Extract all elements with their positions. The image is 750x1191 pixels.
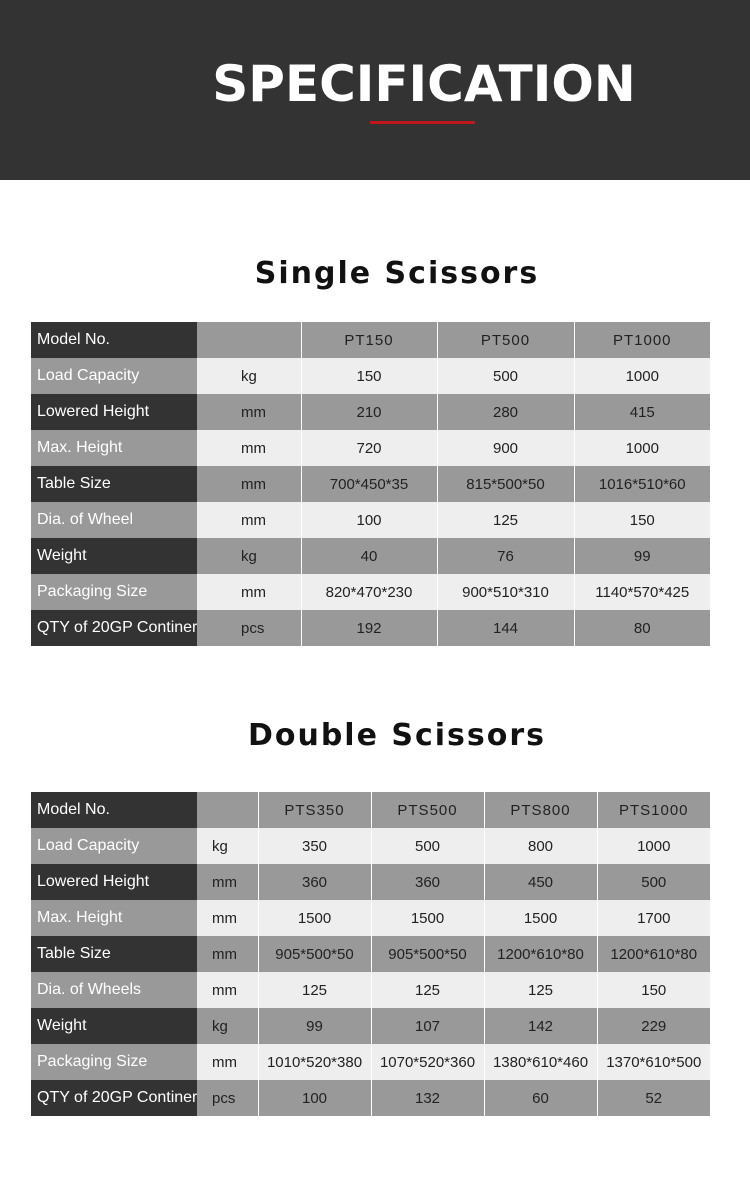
value-cell: 280	[437, 394, 574, 430]
unit-cell: kg	[197, 828, 258, 864]
row-label: Max. Height	[31, 430, 197, 466]
value-cell: 132	[371, 1080, 484, 1116]
table-row	[31, 610, 710, 646]
value-cell: 900	[437, 430, 574, 466]
value-cell: 40	[301, 538, 437, 574]
unit-cell: mm	[197, 864, 258, 900]
value-cell: 1500	[371, 900, 484, 936]
unit-cell: mm	[197, 972, 258, 1008]
value-cell: 1000	[574, 430, 710, 466]
table-row	[31, 1044, 710, 1080]
row-label: Max. Height	[31, 900, 197, 936]
single-scissors-spec-table	[31, 322, 710, 646]
table-row	[31, 972, 710, 1008]
value-cell: 192	[301, 610, 437, 646]
row-label: Packaging Size	[31, 574, 197, 610]
value-cell: 905*500*50	[371, 936, 484, 972]
row-label: Weight	[31, 1008, 197, 1044]
value-cell: 500	[597, 864, 710, 900]
value-cell: 820*470*230	[301, 574, 437, 610]
value-cell: 229	[597, 1008, 710, 1044]
value-cell: 99	[258, 1008, 371, 1044]
table-row	[31, 864, 710, 900]
table-row	[31, 936, 710, 972]
double-scissors-spec-table	[31, 792, 710, 1116]
table-row	[31, 828, 710, 864]
value-cell: PT1000	[574, 322, 710, 358]
row-label: QTY of 20GP Continer	[31, 610, 197, 646]
value-cell: 360	[258, 864, 371, 900]
unit-cell: kg	[197, 538, 301, 574]
value-cell: 210	[301, 394, 437, 430]
value-cell: 125	[437, 502, 574, 538]
value-cell: 905*500*50	[258, 936, 371, 972]
value-cell: 1070*520*360	[371, 1044, 484, 1080]
value-cell: 1000	[597, 828, 710, 864]
header-banner	[0, 0, 750, 180]
table-row	[31, 1008, 710, 1044]
row-label: Load Capacity	[31, 828, 197, 864]
value-cell: PT500	[437, 322, 574, 358]
unit-cell: mm	[197, 936, 258, 972]
table-header-row	[31, 322, 710, 358]
table-row	[31, 900, 710, 936]
value-cell: 125	[371, 972, 484, 1008]
value-cell: 1380*610*460	[484, 1044, 597, 1080]
row-label: Lowered Height	[31, 394, 197, 430]
unit-cell	[197, 792, 258, 828]
value-cell: 1500	[484, 900, 597, 936]
value-cell: 52	[597, 1080, 710, 1116]
value-cell: 415	[574, 394, 710, 430]
value-cell: 360	[371, 864, 484, 900]
value-cell: PTS500	[371, 792, 484, 828]
value-cell: PTS800	[484, 792, 597, 828]
value-cell: 815*500*50	[437, 466, 574, 502]
value-cell: 350	[258, 828, 371, 864]
value-cell: 800	[484, 828, 597, 864]
value-cell: 142	[484, 1008, 597, 1044]
table-row	[31, 574, 710, 610]
value-cell: 99	[574, 538, 710, 574]
row-label: Table Size	[31, 936, 197, 972]
value-cell: PTS1000	[597, 792, 710, 828]
value-cell: PT150	[301, 322, 437, 358]
table-row	[31, 502, 710, 538]
row-label: Table Size	[31, 466, 197, 502]
value-cell: 1016*510*60	[574, 466, 710, 502]
table-row	[31, 358, 710, 394]
value-cell: 500	[371, 828, 484, 864]
value-cell: 150	[574, 502, 710, 538]
unit-cell: mm	[197, 1044, 258, 1080]
unit-cell: mm	[197, 502, 301, 538]
unit-cell	[197, 322, 301, 358]
row-label: Model No.	[31, 792, 197, 828]
value-cell: 80	[574, 610, 710, 646]
table-header-row	[31, 792, 710, 828]
value-cell: 100	[258, 1080, 371, 1116]
value-cell: 60	[484, 1080, 597, 1116]
row-label: Dia. of Wheels	[31, 972, 197, 1008]
table-row	[31, 466, 710, 502]
row-label: QTY of 20GP Continer	[31, 1080, 197, 1116]
page-title: SPECIFICATION	[212, 55, 636, 113]
unit-cell: kg	[197, 1008, 258, 1044]
row-label: Load Capacity	[31, 358, 197, 394]
value-cell: 1200*610*80	[597, 936, 710, 972]
row-label: Model No.	[31, 322, 197, 358]
value-cell: 700*450*35	[301, 466, 437, 502]
table-row	[31, 1080, 710, 1116]
unit-cell: pcs	[197, 1080, 258, 1116]
value-cell: 144	[437, 610, 574, 646]
unit-cell: mm	[197, 574, 301, 610]
value-cell: 1500	[258, 900, 371, 936]
value-cell: 450	[484, 864, 597, 900]
value-cell: 1700	[597, 900, 710, 936]
unit-cell: pcs	[197, 610, 301, 646]
table-row	[31, 538, 710, 574]
value-cell: 1140*570*425	[574, 574, 710, 610]
row-label: Packaging Size	[31, 1044, 197, 1080]
unit-cell: mm	[197, 394, 301, 430]
value-cell: 1370*610*500	[597, 1044, 710, 1080]
unit-cell: mm	[197, 900, 258, 936]
title-underline	[370, 121, 475, 124]
value-cell: 900*510*310	[437, 574, 574, 610]
value-cell: 107	[371, 1008, 484, 1044]
value-cell: 100	[301, 502, 437, 538]
value-cell: 125	[484, 972, 597, 1008]
unit-cell: kg	[197, 358, 301, 394]
single-scissors-title: Single Scissors	[254, 256, 540, 291]
row-label: Weight	[31, 538, 197, 574]
unit-cell: mm	[197, 430, 301, 466]
row-label: Dia. of Wheel	[31, 502, 197, 538]
value-cell: PTS350	[258, 792, 371, 828]
unit-cell: mm	[197, 466, 301, 502]
value-cell: 1200*610*80	[484, 936, 597, 972]
value-cell: 1000	[574, 358, 710, 394]
row-label: Lowered Height	[31, 864, 197, 900]
value-cell: 150	[301, 358, 437, 394]
value-cell: 150	[597, 972, 710, 1008]
value-cell: 720	[301, 430, 437, 466]
value-cell: 500	[437, 358, 574, 394]
table-row	[31, 394, 710, 430]
value-cell: 125	[258, 972, 371, 1008]
value-cell: 76	[437, 538, 574, 574]
double-scissors-title: Double Scissors	[247, 718, 547, 753]
table-row	[31, 430, 710, 466]
value-cell: 1010*520*380	[258, 1044, 371, 1080]
